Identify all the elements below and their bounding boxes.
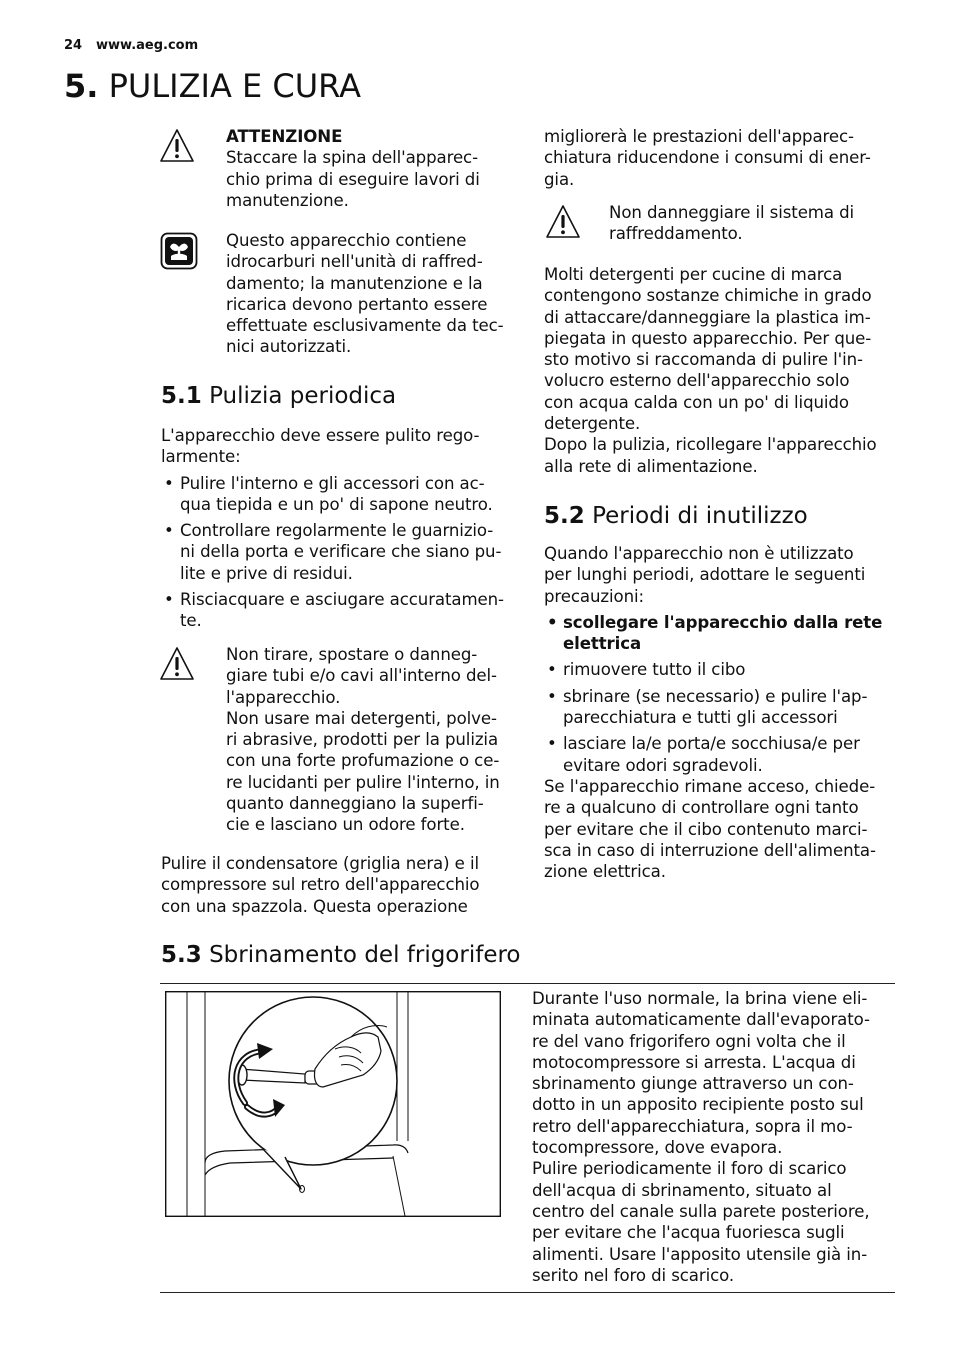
text-line: Quando l'apparecchio non è utilizzato (544, 544, 854, 563)
text-line: contengono sostanze chimiche in grado (544, 286, 872, 306)
text-line: raffreddamento. (609, 224, 743, 244)
list-item (544, 733, 904, 776)
text-line: • Risciacquare e asciugare accuratamen- (180, 590, 504, 610)
text-line: zione elettrica. (544, 862, 666, 882)
text-line: re a qualcuno di controllare ogni tanto (544, 798, 859, 818)
text-line: migliorerà le prestazioni dell'apparec- (544, 127, 854, 146)
text-line: Se l'apparecchio rimane acceso, chiede- (544, 776, 876, 796)
section-title: Pulizia periodica (209, 383, 397, 409)
warning-attention (226, 126, 516, 211)
text-line: alla rete di alimentazione. (544, 456, 758, 476)
warning-pipes (226, 644, 521, 836)
chapter-number: 5. (64, 67, 99, 105)
text-line: effettuate esclusivamente da tec- (226, 316, 504, 336)
text-line: chio prima di eseguire lavori di (226, 169, 480, 189)
text-line: retro dell'apparecchiatura, sopra il mo- (532, 1116, 853, 1136)
website-url: www.aeg.com (96, 38, 199, 53)
section-heading-5-2 (544, 501, 808, 531)
page-number: 24 (64, 38, 83, 53)
text-line: idrocarburi nell'unità di raffred- (226, 252, 483, 272)
defrost-illustration (165, 991, 501, 1217)
text-line: motocompressore si arresta. L'acqua di (532, 1052, 856, 1072)
text-line: evitare odori sgradevoli. (563, 755, 763, 775)
text-line: • scollegare l'apparecchio dalla rete (563, 612, 883, 632)
text-line: compressore sul retro dell'apparecchio (161, 875, 480, 895)
text-line: • sbrinare (se necessario) e pulire l'ap- (563, 686, 868, 706)
chapter-name: PULIZIA E CURA (108, 67, 361, 105)
text-line: minata automaticamente dall'evaporato- (532, 1010, 870, 1030)
text-line: detergente. (544, 414, 641, 434)
section-title: Sbrinamento del frigorifero (209, 942, 521, 968)
section-number: 5.2 (544, 503, 585, 529)
section-number: 5.1 (161, 383, 202, 409)
text-line: piegata in questo apparecchio. Per que- (544, 328, 872, 348)
divider (160, 1292, 895, 1293)
text-line: Staccare la spina dell'apparec- (226, 148, 478, 168)
list-item (544, 686, 904, 729)
text-line: volucro esterno dell'apparecchio solo (544, 371, 850, 391)
text-line: sto motivo si raccomanda di pulire l'in- (544, 350, 863, 370)
warning-title: ATTENZIONE (226, 127, 343, 146)
text-line: quanto danneggiano la superfi- (226, 794, 484, 814)
text-line: • lasciare la/e porta/e socchiusa/e per (563, 734, 860, 754)
divider (160, 983, 895, 984)
text-line: Non usare mai detergenti, polve- (226, 708, 497, 728)
environment-icon (160, 232, 198, 270)
section-heading-5-3 (161, 940, 521, 970)
text-line: manutenzione. (226, 190, 349, 210)
text-line: ricarica devono pertanto essere (226, 294, 488, 314)
text-line: lite e prive di residui. (180, 563, 353, 583)
warning-cooling-system (609, 202, 899, 245)
detergents-text (544, 264, 904, 477)
text-line: l'apparecchio. (226, 687, 341, 707)
text-line: • rimuovere tutto il cibo (563, 660, 746, 680)
text-line: Pulire il condensatore (griglia nera) e il (161, 854, 479, 873)
text-line: Pulire periodicamente il foro di scarico (532, 1159, 847, 1179)
warning-icon (159, 646, 195, 682)
section-title: Periodi di inutilizzo (592, 503, 808, 529)
defrost-text (532, 988, 897, 1286)
text-line: cie e lasciano un odore forte. (226, 815, 465, 835)
text-line: serito nel foro di scarico. (532, 1265, 735, 1285)
text-line: Molti detergenti per cucine di marca (544, 265, 843, 284)
text-line: re del vano frigorifero ogni volta che il (532, 1031, 846, 1051)
text-line: tocompressore, dove evapora. (532, 1138, 783, 1158)
text-line: nici autorizzati. (226, 337, 352, 357)
text-line: qua tiepida e un po' di sapone neutro. (180, 494, 493, 514)
warning-icon (545, 204, 581, 240)
text-line: con una spazzola. Questa operazione (161, 896, 468, 916)
text-line: elettrica (563, 634, 642, 654)
text-line: damento; la manutenzione e la (226, 273, 483, 293)
text-line: con acqua calda con un po' di liquido (544, 392, 849, 412)
text-line: alimenti. Usare l'apposito utensile già in- (532, 1244, 868, 1264)
text-line: • Pulire l'interno e gli accessori con ac- (180, 473, 485, 493)
text-line: Non tirare, spostare o danneg- (226, 645, 478, 664)
list-item (161, 473, 521, 516)
text-line: ri abrasive, prodotti per la pulizia (226, 730, 499, 750)
text-line: di attaccare/danneggiare la plastica im- (544, 307, 871, 327)
continued-text (544, 126, 904, 190)
text-line: Durante l'uso normale, la brina viene eli- (532, 989, 868, 1008)
environment-note (226, 230, 521, 358)
text-line: sca in caso di interruzione dell'alimenta- (544, 840, 876, 860)
text-line: re lucidanti per pulire l'interno, in (226, 772, 500, 792)
text-line: precauzioni: (544, 586, 644, 606)
text-line: ni della porta e verificare che siano pu- (180, 542, 502, 562)
list-item (161, 520, 521, 584)
section-number: 5.3 (161, 942, 202, 968)
text-line: dotto in un apposito recipiente posto sul (532, 1095, 864, 1115)
text-line: larmente: (161, 447, 241, 467)
text-line: per evitare che il cibo contenuto marci- (544, 819, 868, 839)
unused-periods-body (544, 543, 904, 882)
text-line: Non danneggiare il sistema di (609, 203, 855, 222)
list-item (544, 659, 904, 680)
text-line: chiatura riducendone i consumi di ener- (544, 148, 871, 168)
periodic-cleaning-body (161, 425, 521, 632)
text-line: per evitare che l'acqua fuoriesca sugli (532, 1223, 845, 1243)
text-line: sbrinamento giunge attraverso un con- (532, 1074, 854, 1094)
text-line: con una forte profumazione o ce- (226, 751, 500, 771)
text-line: parecchiatura e tutti gli accessori (563, 708, 838, 728)
text-line: dell'acqua di sbrinamento, situato al (532, 1180, 832, 1200)
list-item (544, 612, 904, 655)
text-line: L'apparecchio deve essere pulito rego- (161, 426, 480, 445)
warning-icon (159, 128, 195, 164)
text-line: Dopo la pulizia, ricollegare l'apparecchio (544, 435, 877, 455)
text-line: per lunghi periodi, adottare le seguenti (544, 565, 866, 585)
section-heading-5-1 (161, 381, 396, 411)
text-line: • Controllare regolarmente le guarnizio- (180, 521, 494, 541)
chapter-title (64, 66, 361, 106)
list-item (161, 589, 521, 632)
text-line: centro del canale sulla parete posteriore, (532, 1201, 870, 1221)
text-line: te. (180, 611, 202, 631)
text-line: gia. (544, 169, 575, 189)
text-line: giare tubi e/o cavi all'interno del- (226, 666, 497, 686)
condenser-text (161, 853, 521, 917)
text-line: Questo apparecchio contiene (226, 231, 467, 250)
